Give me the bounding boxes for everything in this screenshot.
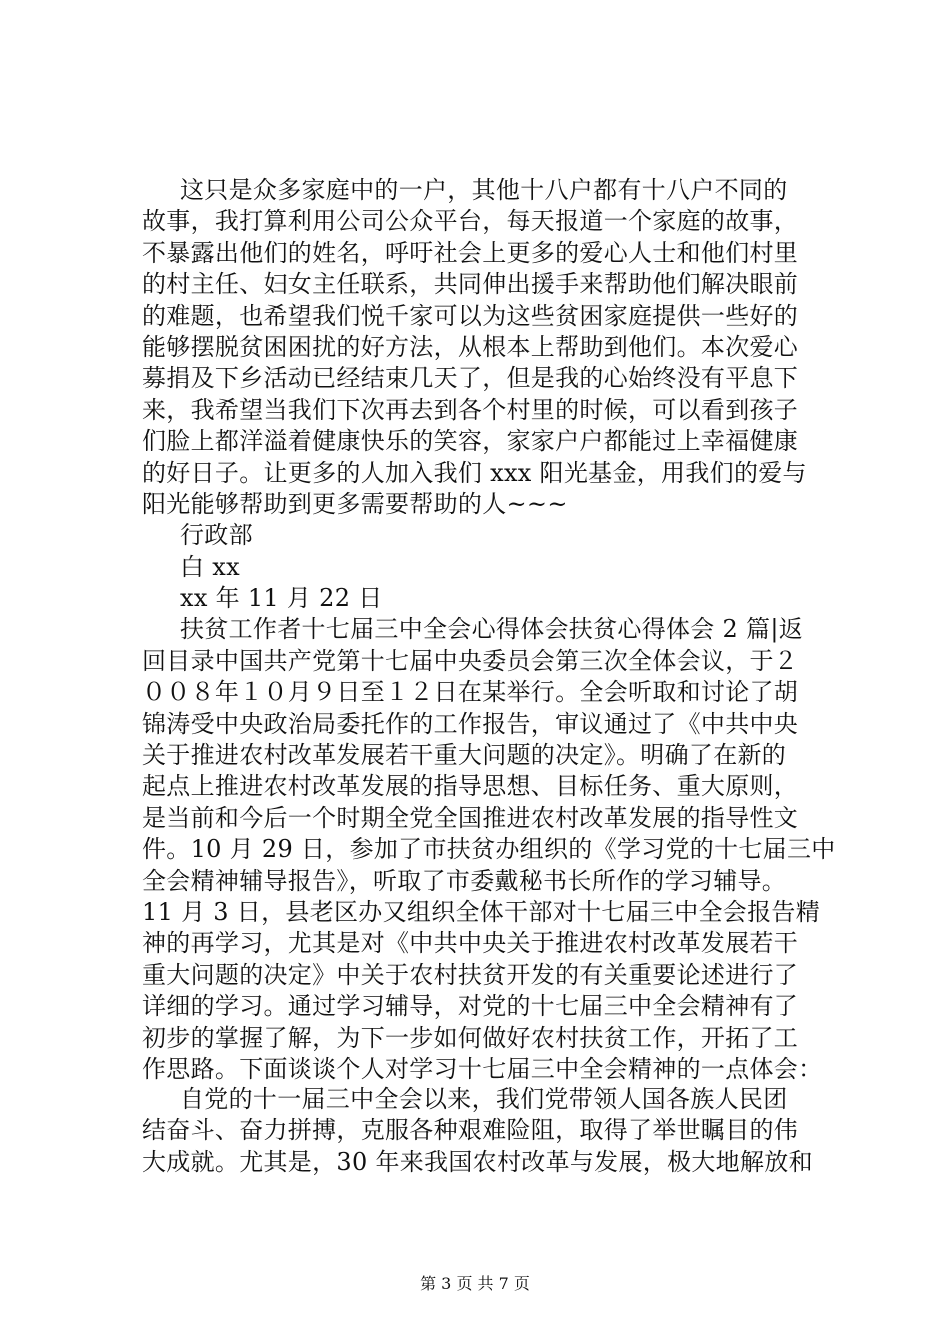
page-footer: 第 3 页 共 7 页 — [420, 1274, 530, 1293]
text-line: 详细的学习。通过学习辅导，对党的十七届三中全会精神有了 — [142, 992, 799, 1021]
body-text-section-1 — [142, 175, 842, 1085]
text-line: 作思路。下面谈谈个人对学习十七届三中全会精神的一点体会： — [142, 1054, 823, 1083]
text-line: 来，我希望当我们下次再去到各个村里的时候，可以看到孩子 — [142, 395, 799, 424]
text-line: 重大问题的决定》中关于农村扶贫开发的有关重要论述进行了 — [142, 960, 799, 989]
text-line: 募捐及下乡活动已经结束几天了，但是我的心始终没有平息下 — [142, 364, 799, 393]
text-line: 11 月 3 日，县老区办又组织全体干部对十七届三中全会报告精 — [142, 897, 820, 926]
text-line: 不暴露出他们的姓名，呼吁社会上更多的爱心人士和他们村里 — [142, 238, 799, 267]
text-line: 回目录中国共产党第十七届中央委员会第三次全体会议，于２ — [142, 646, 799, 675]
text-line: 能够摆脱贫困困扰的好方法，从根本上帮助到他们。本次爱心 — [142, 332, 799, 361]
text-line: 的好日子。让更多的人加入我们 xxx 阳光基金，用我们的爱与 — [142, 458, 807, 487]
text-line: 的难题，也希望我们悦千家可以为这些贫困家庭提供一些好的 — [142, 301, 799, 330]
body-text-section-2 — [142, 1084, 842, 1178]
text-line: 件。10 月 29 日，参加了市扶贫办组织的《学习党的十七届三中 — [142, 835, 836, 864]
text-line: 起点上推进农村改革发展的指导思想、目标任务、重大原则， — [142, 772, 799, 801]
text-line: 故事，我打算利用公司公众平台，每天报道一个家庭的故事， — [142, 207, 799, 236]
text-line: 初步的掌握了解，为下一步如何做好农村扶贫工作，开拓了工 — [142, 1023, 799, 1052]
text-line: 扶贫工作者十七届三中全会心得体会扶贫心得体会 2 篇|返 — [180, 615, 804, 644]
text-line: 行政部 — [180, 521, 253, 550]
text-line: 神的再学习，尤其是对《中共中央关于推进农村改革发展若干 — [142, 929, 799, 958]
text-line: 的村主任、妇女主任联系，共同伸出援手来帮助他们解决眼前 — [142, 270, 799, 299]
text-line: 结奋斗、奋力拼搏，克服各种艰难险阻，取得了举世瞩目的伟 — [142, 1116, 799, 1145]
text-line: xx 年 11 月 22 日 — [180, 584, 383, 613]
text-line: 们脸上都洋溢着健康快乐的笑容，家家户户都能过上幸福健康 — [142, 427, 799, 456]
text-line: 阳光能够帮助到更多需要帮助的人~~~ — [142, 489, 568, 518]
text-line: 白 xx — [180, 552, 240, 581]
text-line: 全会精神辅导报告》，听取了市委戴秘书长所作的学习辅导。 — [142, 866, 787, 895]
text-line: 自党的十一届三中全会以来，我们党带领人国各族人民团 — [180, 1085, 788, 1113]
text-line: 这只是众多家庭中的一户，其他十八户都有十八户不同的 — [180, 176, 788, 204]
text-line: ００８年１０月９日至１２日在某举行。全会听取和讨论了胡 — [142, 678, 799, 707]
text-line: 是当前和今后一个时期全党全国推进农村改革发展的指导性文 — [142, 803, 799, 832]
text-line: 关于推进农村改革发展若干重大问题的决定》。明确了在新的 — [142, 741, 787, 770]
text-line: 锦涛受中央政治局委托作的工作报告，审议通过了《中共中央 — [142, 709, 799, 738]
text-line: 大成就。尤其是，30 年来我国农村改革与发展，极大地解放和 — [142, 1147, 813, 1176]
